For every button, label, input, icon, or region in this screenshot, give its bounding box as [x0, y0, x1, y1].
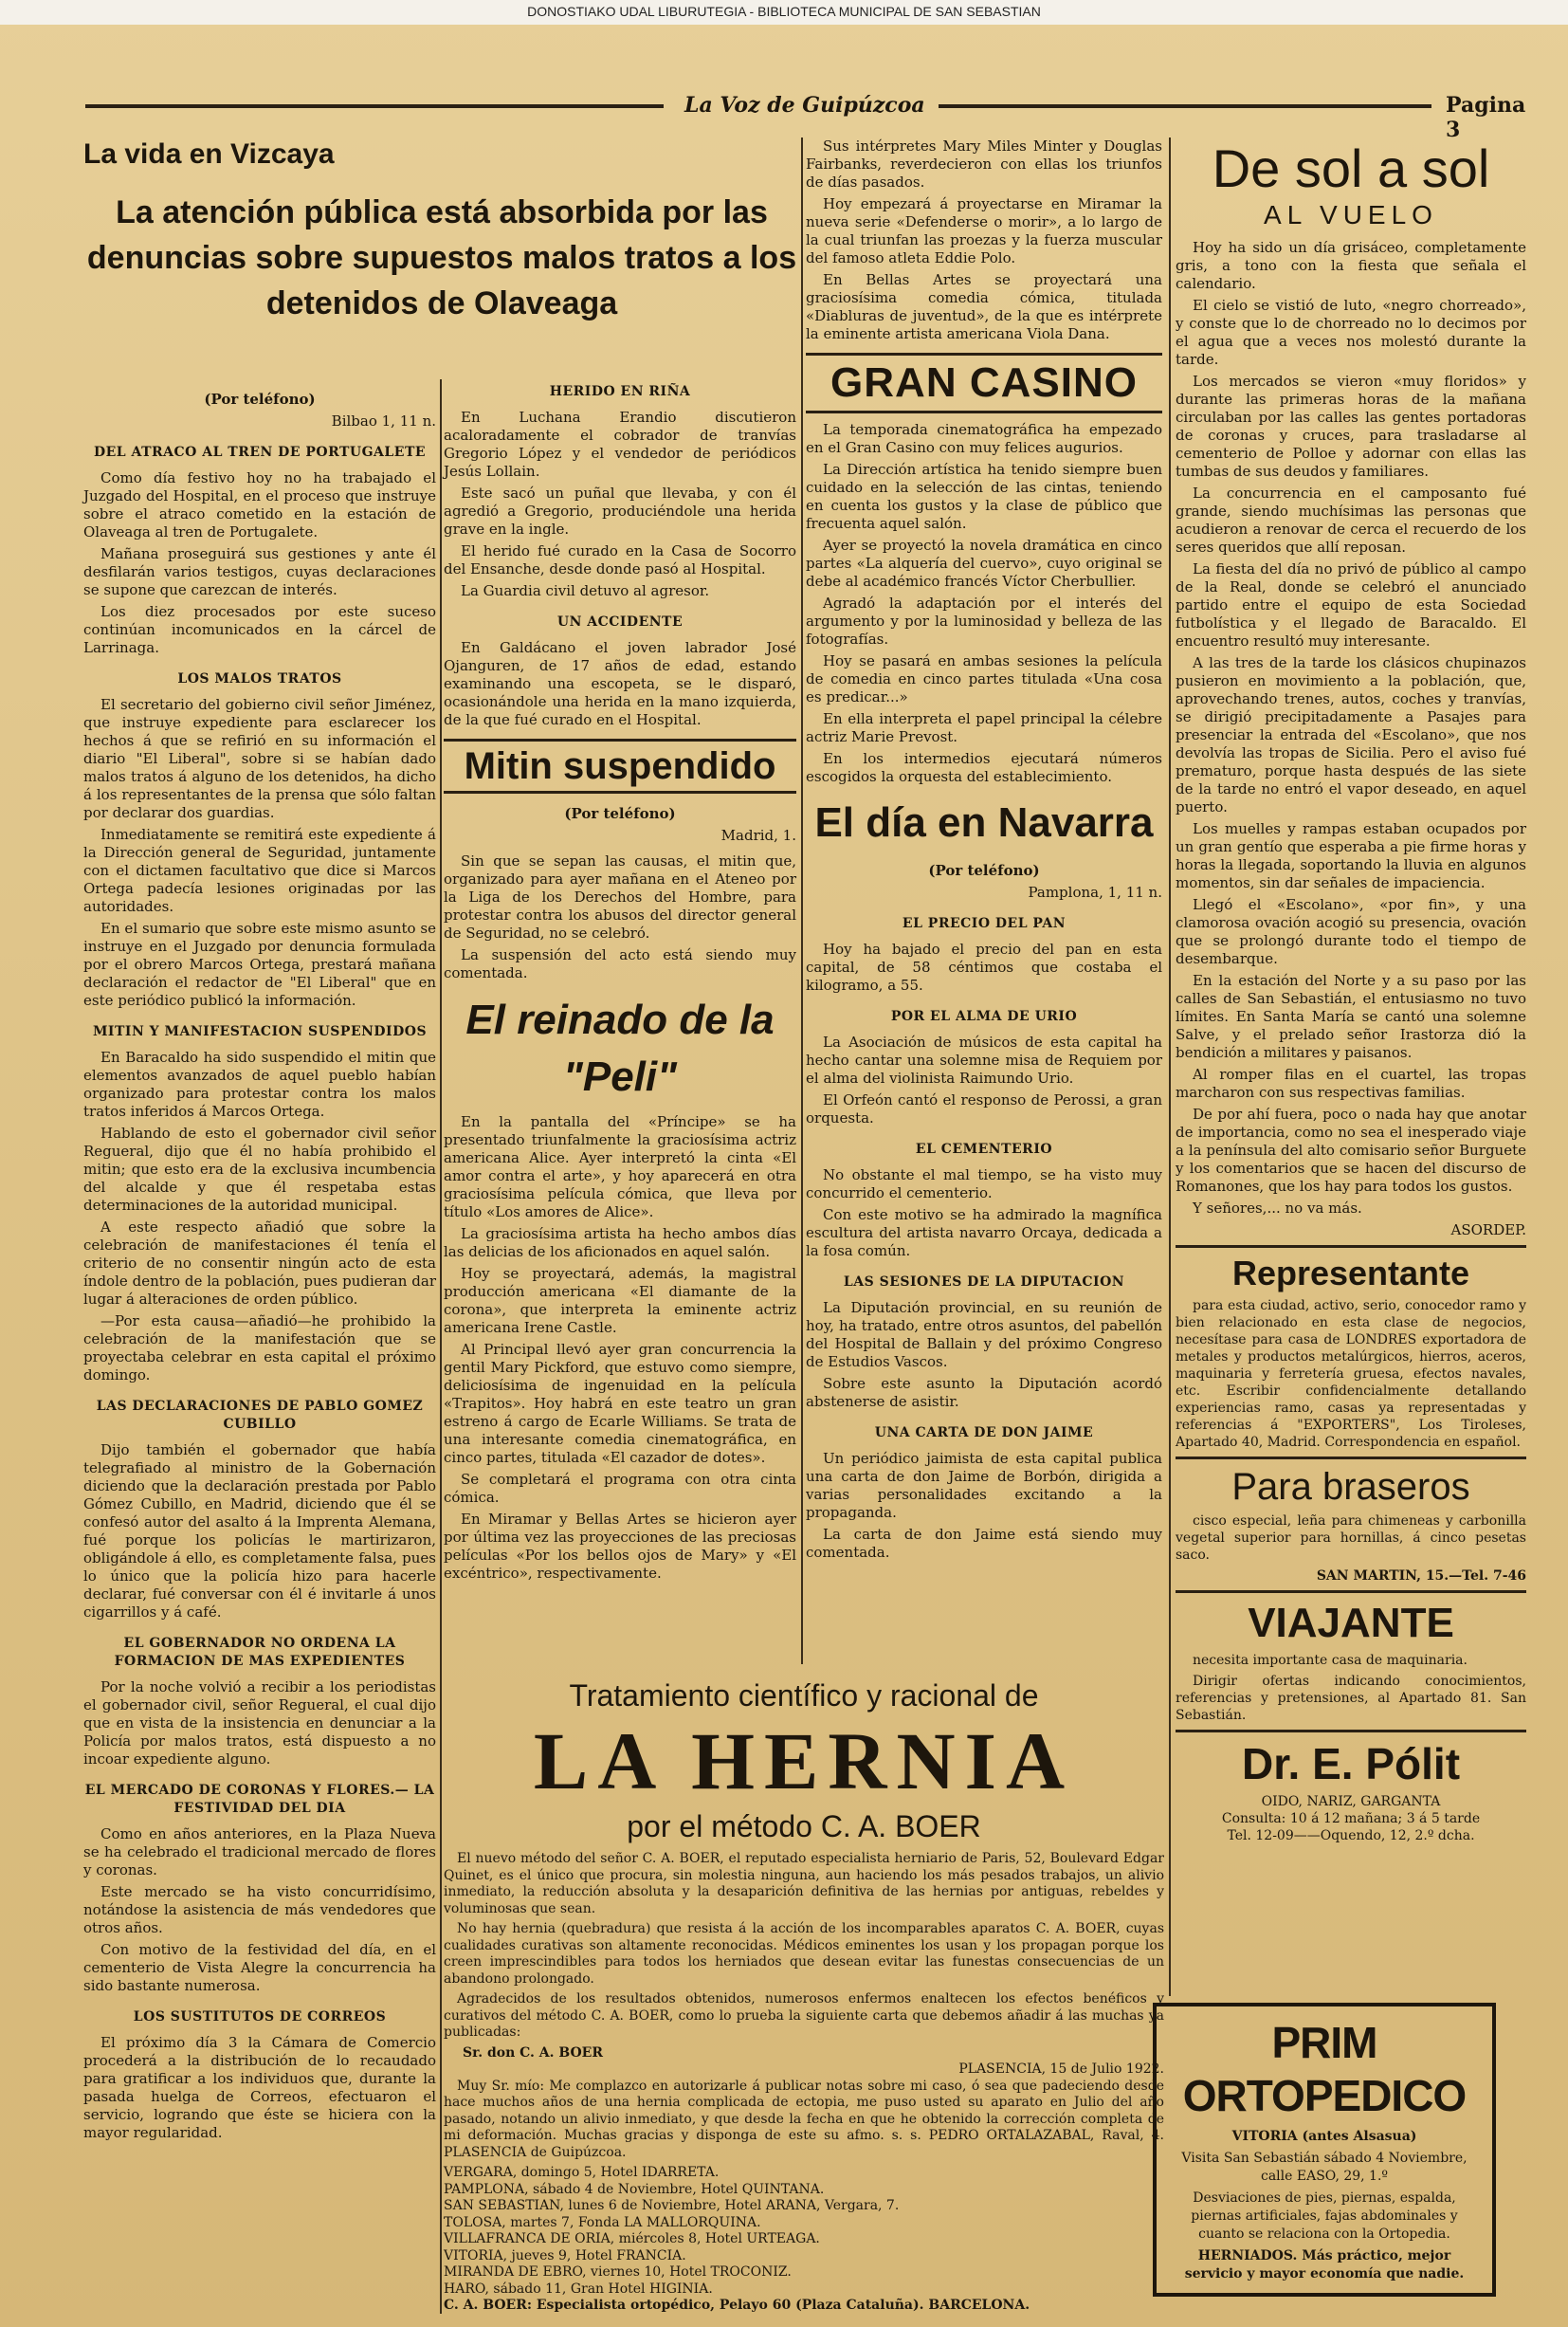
paragraph: De por ahí fuera, poco o nada hay que anotar de importancia, como no sea el inesperado viaje a la península del alto comisario señor Burguete y los comentarios que se hacen del discurso de Romanones, que los hay para todos los gustos.	[1176, 1106, 1526, 1195]
headline-block	[83, 190, 800, 336]
paragraph: Sin que se sepan las causas, el mitin que, organizado para ayer mañana en el Ateneo por la Liga de los Derechos del Hombre, para protestar contra los abusos del director general de Seguridad, no se celebró.	[444, 852, 796, 942]
paragraph: Al Principal llevó ayer gran concurrencia la gentil Mary Pickford, que estuvo como siempre, deliciosísima de ingenuidad en la película «Trapitos». Hoy habrá en este teatro un gran estreno á cargo de Ecarle Williams. Se trata de una interesante comedia cinematográfica, en cinco partes, titulada «El cazador de dotes».	[444, 1341, 796, 1466]
column-divider	[440, 379, 442, 2314]
paragraph: Agradó la adaptación por el interés del argumento y por la luminosidad y belleza de las fotografías.	[806, 595, 1162, 648]
ad-schedule: VITORIA, jueves 9, Hotel FRANCIA.	[444, 2247, 686, 2263]
header-rule-left	[85, 104, 664, 108]
paragraph: En la estación del Norte y a su paso por las calles de San Sebastián, el entusiasmo no tuvo límites. En Santa María se cantó una solemne Salve, y el prelado señor Irastorza dió la bendición a militares y paisanos.	[1176, 972, 1526, 1061]
paragraph: El cielo se vistió de luto, «negro chorreado», y conste que lo de chorreado no lo decimos por el agua que a veces nos molestó durante la tarde.	[1176, 297, 1526, 368]
masthead: La Voz de Guipúzcoa	[684, 93, 925, 118]
subheading: EL CEMENTERIO	[915, 1142, 1053, 1157]
paragraph: El secretario del gobierno civil señor Jiménez, que instruye expediente para esclarecer los hechos á que se refirió en su información el diario "El Liberal", sobre si se habían dado malos tratos á alguno de los detenidos, ha dicho á los representantes de la prensa que sólo faltan por declarar dos guardias.	[83, 696, 436, 821]
subheading: HERIDO EN RIÑA	[549, 384, 691, 399]
paragraph: Hoy se proyectará, además, la magistral producción americana «El diamante de la corona», que interpreta la eminente actriz americana Irene Castle.	[444, 1265, 796, 1336]
subheading: EL PRECIO DEL PAN	[902, 916, 1067, 931]
paragraph: No obstante el mal tiempo, se ha visto muy concurrido el cementerio.	[806, 1166, 1162, 1201]
paragraph: Por la noche volvió a recibir a los periodistas el gobernador civil, señor Regueral, el cual dijo que en vista de la insistencia en denunciar a la Policía por malos tratos, está dispuesto a no incoar expediente alguno.	[83, 1678, 436, 1768]
ad-text: HERNIADOS. Más práctico, mejor servicio y mayor economía que nadie.	[1184, 2248, 1465, 2281]
subheading: UNA CARTA DE DON JAIME	[874, 1425, 1094, 1440]
ad-text: PLASENCIA, 15 de Julio 1922.	[958, 2061, 1164, 2077]
paragraph: En Miramar y Bellas Artes se hicieron ayer por última vez las proyecciones de las preciosas películas «Por los bellos ojos de Mary» y «El excéntrico», respectivamente.	[444, 1511, 796, 1582]
ad-text: VITORIA (antes Alsasua)	[1231, 2129, 1417, 2144]
paragraph: El próximo día 3 la Cámara de Comercio procederá a la distribución de lo recaudado para gratificar a los individuos que, durante la pasada huelga de Correos, efectuaron el servicio, logrando que éste se hiciera con la mayor regularidad.	[83, 2034, 436, 2141]
paragraph: La Diputación provincial, en su reunión de hoy, ha tratado, entre otros asuntos, del pabellón del Hospital de Ballain y del próximo Congreso de Estudios Vascos.	[806, 1299, 1162, 1370]
paragraph: Inmediatamente se remitirá este expediente á la Dirección general de Seguridad, juntamente con el dictamen facultativo que dice si Marcos Ortega padecía lesiones originadas por las autoridades.	[83, 826, 436, 915]
casino-title: GRAN CASINO	[806, 353, 1162, 413]
ad-text: Visita San Sebastián sábado 4 Noviembre, calle EASO, 29, 1.º	[1181, 2151, 1468, 2184]
dateline: Madrid, 1.	[720, 827, 796, 844]
library-header: DONOSTIAKO UDAL LIBURUTEGIA - BIBLIOTECA MUNICIPAL DE SAN SEBASTIAN	[527, 4, 1041, 19]
paragraph: Este sacó un puñal que llevaba, y con él agredió a Gregorio, produciéndole una herida grave en la ingle.	[444, 485, 796, 538]
paragraph: En Baracaldo ha sido suspendido el mitin que elementos avanzados de aquel pueblo habían organizado para protestar contra los malos tratos inferidos á Marcos Ortega.	[83, 1049, 436, 1120]
ad-text: Tel. 12-09——Oquendo, 12, 2.º dcha.	[1227, 1828, 1475, 1843]
paragraph: Sus intérpretes Mary Miles Minter y Douglas Fairbanks, reverdecieron con ellas los triunfos de días pasados.	[806, 137, 1162, 191]
paragraph: A las tres de la tarde los clásicos chupinazos pusieron en movimiento a la población, que, aprovechando trenes, autos, coches y tranvías, se dirigió precipitadamente a Pasajes para presenciar la entrada del «Escolano», que nos devolvía las tropas de Sicilia. Pero el aviso fué prematuro, porque hasta después de las siete de la tarde no entró el vapor deseado, en aquel puerto.	[1176, 654, 1526, 815]
desol-title: De sol a sol	[1212, 138, 1490, 198]
ad-title: Representante	[1176, 1245, 1526, 1293]
ad-text: Sr. don C. A. BOER	[463, 2044, 603, 2061]
paragraph: Se completará el programa con otra cinta cómica.	[444, 1471, 796, 1506]
paragraph: Llegó el «Escolano», «por fin», y una clamorosa ovación acogió su presencia, ovación que se prolongó durante todo el tiempo de desembarque.	[1176, 896, 1526, 967]
subheading: LAS DECLARACIONES DE PABLO GOMEZ CUBILLO	[96, 1399, 424, 1432]
ad-title: Para braseros	[1176, 1457, 1526, 1509]
paragraph: En Bellas Artes se proyectará una graciosísima comedia cómica, titulada «Diabluras de juventud», de la que es intérprete la eminente artista americana Viola Dana.	[806, 271, 1162, 342]
paragraph: La concurrencia en el camposanto fué grande, siendo muchísimas las personas que acudieron a renovar de cerca el recuerdo de los seres queridos que allí reposan.	[1176, 485, 1526, 556]
ad-text: El nuevo método del señor C. A. BOER, el reputado especialista herniario de Paris, 52, Boulevard Edgar Quinet, es el único que procura, sin molestia ninguna, aun haciendo los más pesados trabajos, un alivio inmediato, la reducción absoluta y la desaparición definitiva de las hernias por antiguas, rebeldes y voluminosas que sean.	[444, 1851, 1164, 1916]
subheading: UN ACCIDENTE	[556, 614, 684, 630]
paragraph: La graciosísima artista ha hecho ambos días las delicias de los aficionados en aquel salón.	[444, 1225, 796, 1260]
ad-schedule: C. A. BOER: Especialista ortopédico, Pelayo 60 (Plaza Cataluña). BARCELONA.	[444, 2298, 1030, 2313]
ad-text: para esta ciudad, activo, serio, conocedor ramo y bien relacionado en esta clase de negocios, necesítase para casa de LONDRES exportadora de metales y productos metalúrgicos, hierros, aceros, maquinaria y ferretería gruesa, efectos navales, etc. Escribir confidencialmente detallando experiencias ramo, casas ya representadas y referencias á "EXPORTERS", Los Tiroleses, Apartado 40, Madrid. Correspondencia en español.	[1176, 1298, 1526, 1450]
paragraph: En ella interpreta el papel principal la célebre actriz Marie Prevost.	[806, 710, 1162, 745]
paragraph: Este mercado se ha visto concurridísimo, notándose la asistencia de más vendedores que otros años.	[83, 1883, 436, 1936]
dateline: Bilbao 1, 11 n.	[331, 412, 436, 430]
paragraph: La suspensión del acto está siendo muy comentada.	[444, 946, 796, 981]
paragraph: Con este motivo se ha admirado la magnífica escultura del artista navarro Orcaya, dedicada a la fosa común.	[806, 1206, 1162, 1259]
paragraph: En la pantalla del «Príncipe» se ha presentado triunfalmente la graciosísima actriz americana Alice. Ayer interpretó la cinta «El amor contra el arte», y hoy aparecerá en otra graciosísima película cómica, que lleva por título «Los amores de Alice».	[444, 1113, 796, 1220]
paragraph: Mañana proseguirá sus gestiones y ante él desfilarán varios testigos, cuyas declaraciones se supone que carezcan de interés.	[83, 545, 436, 598]
header-rule-right	[939, 104, 1431, 108]
paragraph: Ayer se proyectó la novela dramática en cinco partes «La alquería del cuervo», cuyo original se debe al académico francés Víctor Cherbullier.	[806, 537, 1162, 590]
ad-text: Agradecidos de los resultados obtenidos, numerosos enfermos enaltecen los efectos benéficos y curativos del método C. A. BOER, como lo prueba la siguiente carta que debemos añadir á las muchas ya publicadas:	[444, 1991, 1164, 2040]
ad-text: No hay hernia (quebradura) que resista á la acción de los incomparables aparatos C. A. BOER, cuyas cualidades curativas son altamente reconocidas. Médicos eminentes los usan y los propagan porque los creen imprescindibles para todos los herniados que desean evitar las funestas consecuencias de un abandono prolongado.	[444, 1921, 1164, 1987]
dateline: Pamplona, 1, 11 n.	[1028, 884, 1162, 901]
paragraph: En Galdácano el joven labrador José Ojanguren, de 17 años de edad, estando examinando una escopeta, se le disparó, ocasionándole una herida en la mano izquierda, de la que fué curado en el Hospital.	[444, 639, 796, 728]
column-divider	[801, 137, 803, 1664]
alvuelo-subtitle: AL VUELO	[1264, 200, 1438, 229]
paragraph: La Dirección artística ha tenido siempre buen cuidado en la selección de las cintas, teniendo en cuenta los gustos y la clase de público que frecuenta aquel salón.	[806, 461, 1162, 532]
paragraph: Dijo también el gobernador que había telegrafiado al ministro de la Gobernación diciendo que la declaración prestada por Pablo Gómez Cubillo, en Madrid, diciendo que él se confesó autor del asalto á la Imprenta Alemana, fué porque los policías le martirizaron, obligándole á ello, es completamente falsa, pues lo único que la policía hizo para hacerle declarar, fué conversar con él é invitarle á unos cigarrillos y á café.	[83, 1441, 436, 1621]
paragraph: Los diez procesados por este suceso continúan incomunicados en la cárcel de Larrinaga.	[83, 603, 436, 656]
subheading: LOS SUSTITUTOS DE CORREOS	[133, 2009, 387, 2025]
paragraph: Al romper filas en el cuartel, las tropas marcharon con sus respectivas familias.	[1176, 1066, 1526, 1101]
subheading: EL GOBERNADOR NO ORDENA LA FORMACION DE MAS EXPEDIENTES	[114, 1636, 406, 1669]
section-title: La vida en Vizcaya	[83, 138, 335, 170]
ad-schedule: VERGARA, domingo 5, Hotel IDARRETA.	[444, 2165, 720, 2180]
ad-title: PRIM ORTOPEDICO	[1182, 2018, 1467, 2120]
article-vizcaya-body	[83, 379, 436, 2146]
byline: (Por teléfono)	[204, 391, 316, 408]
page-number: Pagina 3	[1446, 93, 1526, 142]
byline: (Por teléfono)	[564, 805, 676, 822]
ad-schedule: PAMPLONA, sábado 4 de Noviembre, Hotel QUINTANA.	[444, 2181, 825, 2197]
subheading: EL MERCADO DE CORONAS Y FLORES.— LA FESTIVIDAD DEL DIA	[84, 1783, 435, 1816]
prim-ortopedico-ad	[1153, 2003, 1496, 2297]
paragraph: La temporada cinematográfica ha empezado en el Gran Casino con muy felices augurios.	[806, 421, 1162, 456]
ad-schedule: VILLAFRANCA DE ORIA, miércoles 8, Hotel URTEAGA.	[444, 2231, 820, 2246]
paragraph: El herido fué curado en la Casa de Socorro del Ensanche, desde donde pasó al Hospital.	[444, 542, 796, 577]
paragraph: Como día festivo hoy no ha trabajado el Juzgado del Hospital, en el proceso que instruye sobre el atraco cometido en la estación de Olaveaga al tren de Portugalete.	[83, 469, 436, 541]
ad-title: LA HERNIA	[533, 1715, 1075, 1806]
ad-text: Dirigir ofertas indicando conocimientos, referencias y pretensiones, al Apartado 81. San Sebastián.	[1176, 1674, 1526, 1723]
ad-schedule: SAN SEBASTIAN, lunes 6 de Noviembre, Hotel ARANA, Vergara, 7.	[444, 2198, 900, 2213]
signature: ASORDEP.	[1450, 1221, 1526, 1238]
paragraph: Hablando de esto el gobernador civil señor Regueral, dijo que él no había prohibido el mitin; que esto era de la exclusiva incumbencia del alcalde y que él respetaba estas determinaciones de la autoridad municipal.	[83, 1125, 436, 1214]
subheading: DEL ATRACO AL TREN DE PORTUGALETE	[93, 445, 427, 460]
ad-text: OIDO, NARIZ, GARGANTA	[1261, 1794, 1441, 1809]
paragraph: En el sumario que sobre este mismo asunto se instruye en el Juzgado por denuncia formulada por el obrero Marcos Ortega, prestará mañana declaración el redactor de "El Liberal" que en este periódico publicó la información.	[83, 920, 436, 1009]
paragraph: Con motivo de la festividad del día, en el cementerio de Vista Alegre la concurrencia ha sido bastante numerosa.	[83, 1941, 436, 1994]
ad-address: SAN MARTIN, 15.—Tel. 7-46	[1316, 1568, 1526, 1584]
paragraph: Los muelles y rampas estaban ocupados por un gran gentío que esperaba a pie firme horas y horas la llegada, soportando la lluvia en algunos momentos, sin dar señales de impaciencia.	[1176, 820, 1526, 891]
ad-text: necesita importante casa de maquinaria.	[1193, 1653, 1468, 1668]
hernia-advertisement	[444, 1677, 1164, 2313]
paragraph: Como en años anteriores, en la Plaza Nueva se ha celebrado el tradicional mercado de flores y coronas.	[83, 1825, 436, 1878]
paragraph: Y señores,... no va más.	[1193, 1200, 1362, 1217]
page-header	[85, 93, 1526, 142]
ad-schedule: TOLOSA, martes 7, Fonda LA MALLORQUINA.	[444, 2214, 761, 2230]
subheading: LAS SESIONES DE LA DIPUTACION	[843, 1274, 1125, 1290]
navarra-title: El día en Navarra	[814, 799, 1154, 846]
ad-text: Desviaciones de pies, piernas, espalda, piernas artificiales, fajas abdominales y cuanto se relaciona con la Ortopedia.	[1191, 2190, 1458, 2242]
subheading: POR EL ALMA DE URIO	[890, 1009, 1078, 1024]
ad-text: cisco especial, leña para chimeneas y carbonilla vegetal superior para hornillas, á cinco pesetas saco.	[1176, 1513, 1526, 1563]
ad-text: Muy Sr. mío: Me complazco en autorizarle á publicar notas sobre mi caso, ó sea que padeciendo desde hace muchos años de una hernia complicada de ectopia, me puso usted su aparato en Julio del año pasado, notando un alivio inmediato, y que desde la fecha en que he obtenido la corrección completa de mi deformación. Muchas gracias y disponga de este su afmo. s. s. PEDRO ORTALAZABAL, Raval, 4. PLASENCIA de Guipúzcoa.	[444, 2078, 1164, 2160]
paragraph: La fiesta del día no privó de público al campo de la Real, donde se celebró el anunciado partido entre el equipo de esta Sociedad futbolística y el llegado de Baracaldo. El encuentro resultó muy interesante.	[1176, 560, 1526, 650]
paragraph: La Asociación de músicos de esta capital ha hecho cantar una solemne misa de Requiem por el alma del violinista Raimundo Urio.	[806, 1034, 1162, 1087]
headline: La atención pública está absorbida por las denuncias sobre supuestos malos tratos a los detenidos de Olaveaga	[86, 194, 797, 321]
reinado-title: El reinado de la "Peli"	[465, 997, 775, 1100]
ad-title: Dr. E. Pólit	[1176, 1730, 1526, 1789]
ad-title: por el método C. A. BOER	[627, 1809, 981, 1843]
article-column-4	[1176, 137, 1526, 1844]
ad-schedule: MIRANDA DE EBRO, viernes 10, Hotel TROCONIZ.	[444, 2264, 792, 2280]
paragraph: Sobre este asunto la Diputación acordó abstenerse de asistir.	[806, 1375, 1162, 1410]
article-column-3	[806, 137, 1162, 1566]
ad-text: Consulta: 10 á 12 mañana; 3 á 5 tarde	[1221, 1811, 1481, 1826]
paragraph: A este respecto añadió que sobre la celebración de manifestaciones él tenía el criterio de no consentir ningún acto de esta índole dentro de la población, pues pudieran dar lugar á alteraciones de orden público.	[83, 1218, 436, 1308]
paragraph: La Guardia civil detuvo al agresor.	[461, 582, 710, 599]
ad-title: VIAJANTE	[1176, 1590, 1526, 1648]
subheading: LOS MALOS TRATOS	[177, 671, 342, 687]
paragraph: Hoy empezará á proyectarse en Miramar la nueva serie «Defenderse o morir», a lo largo de la cual triunfan las proezas y la fuerza muscular del famoso atleta Eddie Polo.	[806, 195, 1162, 266]
paragraph: —Por esta causa—añadió—he prohibido la celebración de la manifestación que se proyectaba celebrar en esta capital el próximo domingo.	[83, 1312, 436, 1383]
paragraph: Hoy ha sido un día grisáceo, completamente gris, a tono con la fiesta que señala el calendario.	[1176, 239, 1526, 292]
ad-schedule: HARO, sábado 11, Gran Hotel HIGINIA.	[444, 2281, 713, 2297]
article-vizcaya	[83, 137, 436, 179]
paragraph: Los mercados se vieron «muy floridos» y durante las primeras horas de la mañana circulaban por las calles las gentes portadoras de coronas y cruces, para trasladarse al cementerio de Polloe y adornar con ellas las tumbas de sus deudos y familiares.	[1176, 373, 1526, 480]
column-divider	[1169, 137, 1171, 1996]
paragraph: El Orfeón cantó el responso de Perossi, a gran orquesta.	[806, 1091, 1162, 1127]
paragraph: En Luchana Erandio discutieron acaloradamente el cobrador de tranvías Gregorio López y el vendedor de periódicos Jesús Lollain.	[444, 409, 796, 480]
paragraph: La carta de don Jaime está siendo muy comentada.	[806, 1526, 1162, 1561]
byline: (Por teléfono)	[928, 862, 1040, 879]
paragraph: Hoy se pasará en ambas sesiones la película de comedia en cinco partes titulada «Una cosa es predicar...»	[806, 652, 1162, 705]
paragraph: Un periódico jaimista de esta capital publica una carta de don Jaime de Borbón, dirigida a varias personalidades excitando a la propaganda.	[806, 1450, 1162, 1521]
subheading: MITIN Y MANIFESTACION SUSPENDIDOS	[92, 1024, 428, 1039]
ad-title: Tratamiento científico y racional de	[569, 1678, 1039, 1713]
paragraph: En los intermedios ejecutará números escogidos la orquesta del establecimiento.	[806, 750, 1162, 785]
article-column-2	[444, 379, 796, 1586]
paragraph: Hoy ha bajado el precio del pan en esta capital, de 58 céntimos que costaba el kilogramo, a 55.	[806, 941, 1162, 994]
mitin-title: Mitin suspendido	[444, 739, 796, 794]
